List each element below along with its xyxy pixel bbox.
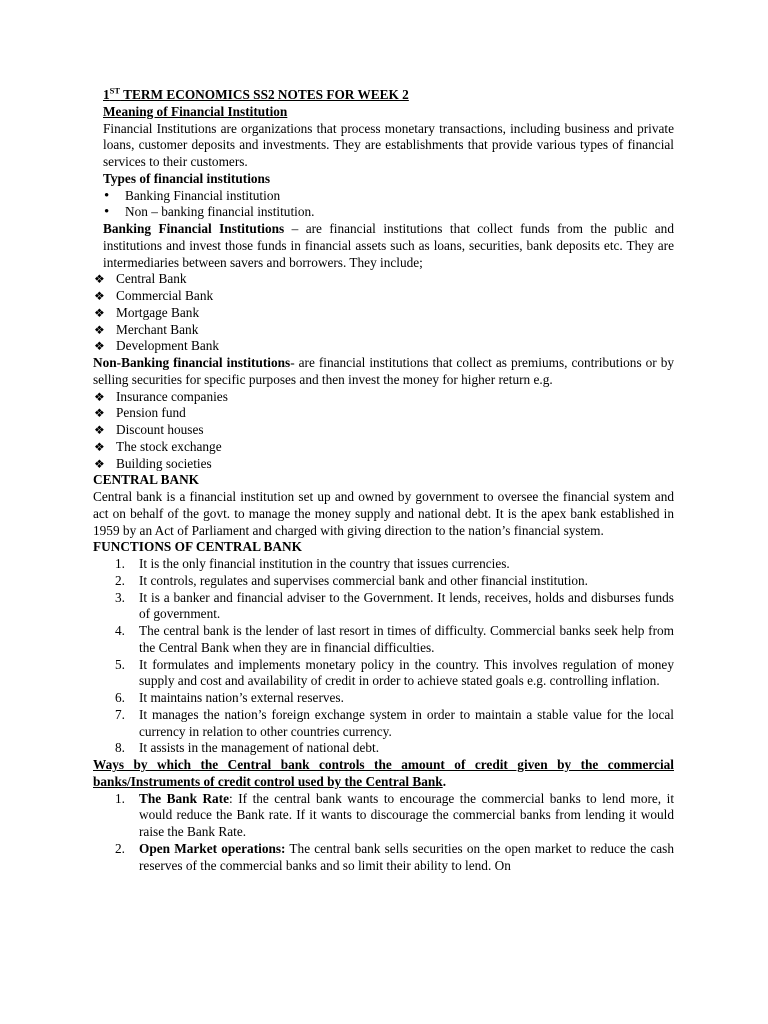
list-item: 4. The central bank is the lender of last resort in times of difficulty. Commercial banks seek help from the Central Bank when they are in financial difficulties.	[115, 623, 674, 655]
banking-term: Banking Financial Institutions	[103, 221, 285, 236]
nonbanking-paragraph	[93, 355, 674, 389]
title-text: 1ST TERM ECONOMICS SS2 NOTES FOR WEEK 2	[103, 85, 409, 102]
functions-heading: FUNCTIONS OF CENTRAL BANK	[93, 539, 302, 555]
functions-list	[93, 556, 674, 757]
document-page	[93, 87, 674, 874]
list-item: ❖ Commercial Bank	[93, 288, 674, 305]
meaning-paragraph: Financial Institutions are organizations that process monetary transactions, including business and private loans, customer deposits and investments. They are establishments that provide various types of financial services to their customers.	[103, 120, 674, 169]
banking-definition: – are financial institutions that collect funds from the public and institutions and invest those funds in financial assets such as loans, securities, bank deposits etc. They are intermediaries between savers and borrowers. They include;	[103, 221, 674, 270]
list-item: • Banking Financial institution	[93, 188, 674, 205]
list-item: ❖ Development Bank	[93, 338, 674, 355]
list-item: ❖ The stock exchange	[93, 439, 674, 456]
list-item: 1. The Bank Rate: If the central bank wants to encourage the commercial banks to lend more, it would reduce the Bank rate. If it wants to discourage the commercial banks from lending it would raise the Bank Rate.	[115, 790, 675, 839]
central-bank-paragraph: Central bank is a financial institution set up and owned by government to oversee the financial system and act on behalf of the govt. to manage the money supply and national debt. It is the apex bank established in 1959 by an Act of Parliament and charged with giving direction to the nation’s financial system.	[93, 489, 674, 538]
list-item: 7. It manages the nation’s foreign exchange system in order to maintain a stable value for the local currency in relation to other countries currency.	[115, 706, 674, 739]
list-item: 1. It is the only financial institution in the country that issues currencies.	[115, 556, 510, 571]
list-item: ❖ Mortgage Bank	[93, 305, 674, 322]
list-item: 2. It controls, regulates and supervises commercial bank and other financial institution.	[115, 572, 589, 588]
types-heading: Types of financial institutions	[103, 170, 271, 186]
document-title	[93, 87, 674, 104]
list-item: 6. It maintains nation’s external reserves.	[115, 690, 344, 705]
nonbanks-list	[93, 389, 674, 473]
list-item: • Non – banking financial institution.	[93, 204, 674, 221]
list-item: ❖ Discount houses	[93, 422, 674, 439]
list-item: ❖ Pension fund	[93, 405, 674, 422]
central-bank-heading: CENTRAL BANK	[93, 472, 200, 488]
ways-heading: Ways by which the Central bank controls the amount of credit given by the commercial banks/Instruments of credit control used by the Central Bank.	[93, 757, 674, 789]
nonbanking-term: Non-Banking financial institutions	[93, 355, 291, 370]
banking-paragraph	[93, 221, 674, 271]
list-item: 8. It assists in the management of national debt.	[115, 740, 380, 756]
list-item: 3. It is a banker and financial adviser to the Government. It lends, receives, holds and disburses funds of government.	[115, 589, 674, 622]
list-item: ❖ Central Bank	[93, 271, 674, 288]
banks-list	[93, 271, 674, 355]
types-list	[93, 188, 674, 222]
nonbanking-definition: - are financial institutions that collect as premiums, contributions or by selling securities for specific purposes and then invest the money for higher return e.g.	[93, 355, 674, 387]
ways-list	[93, 791, 674, 875]
meaning-heading: Meaning of Financial Institution	[103, 103, 288, 119]
list-item: ❖ Merchant Bank	[93, 322, 674, 339]
list-item: 2. Open Market operations: The central bank sells securities on the open market to reduce the cash reserves of the commercial banks and so limit their ability to lend. On	[115, 840, 675, 873]
list-item: ❖ Insurance companies	[93, 389, 674, 406]
list-item: 5. It formulates and implements monetary policy in the country. This involves regulation of money supply and cost and availability of credit in order to achieve stated goals e.g. controlling inflation.	[115, 656, 674, 689]
list-item: ❖ Building societies	[93, 456, 674, 473]
